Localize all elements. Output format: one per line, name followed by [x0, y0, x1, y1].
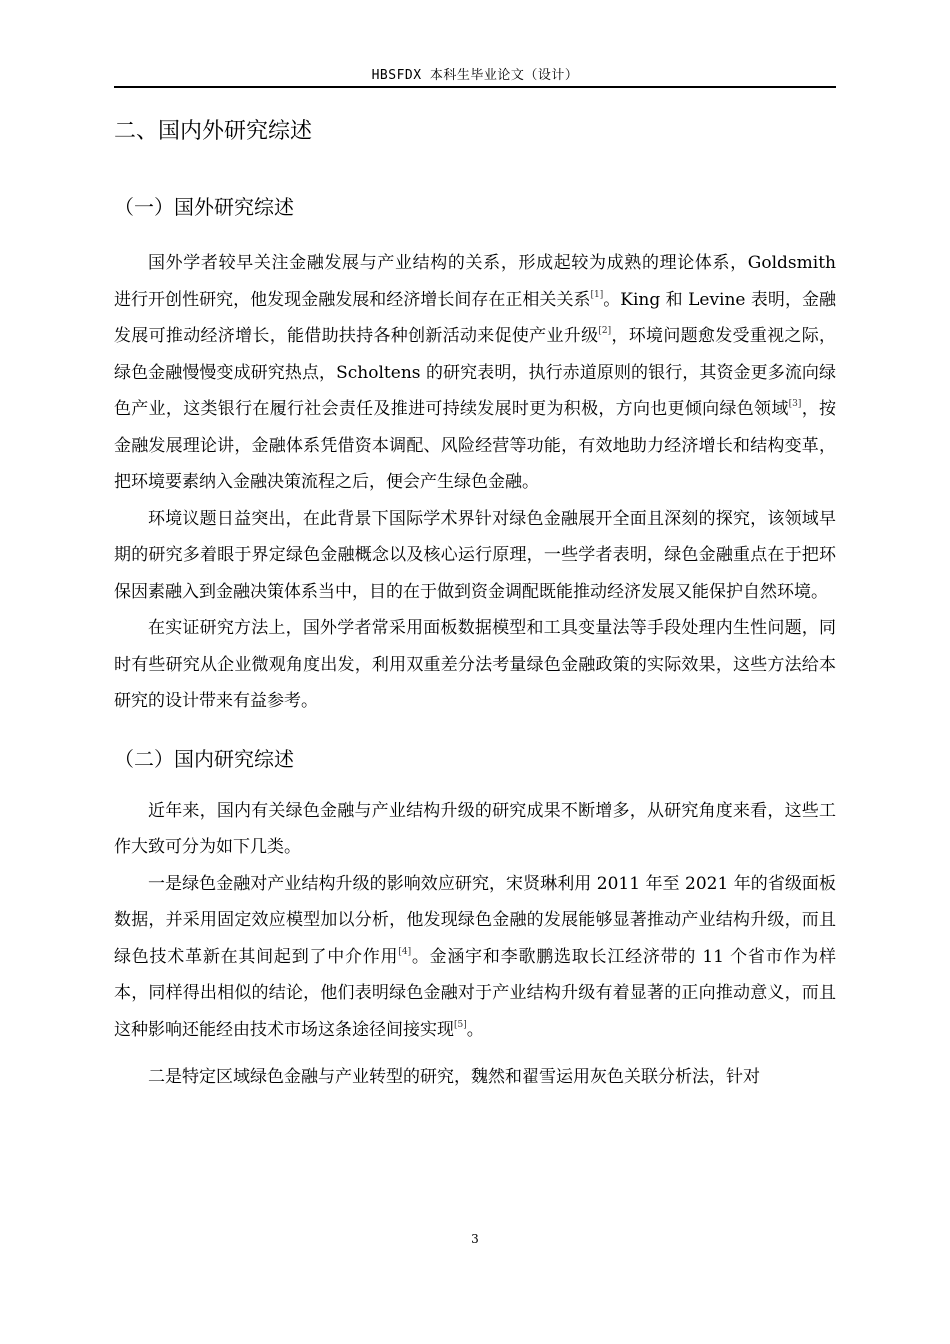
page-number: 3: [471, 1232, 479, 1246]
citation-marker: [4]: [398, 946, 412, 957]
body-paragraph: [114, 245, 836, 501]
citation-marker: [3]: [788, 399, 802, 409]
body-area: [114, 110, 836, 1096]
body-paragraph: [114, 1059, 836, 1096]
body-paragraph: [114, 793, 836, 866]
domestic-review-paragraphs: [114, 793, 836, 1096]
paragraph-text: ，按金融发展理论讲，金融体系凭借资本调配、风险经营等功能，有效地助力经济增长和结构变革，把环境要素纳入金融决策流程之后，便会产生绿色金融。: [114, 399, 837, 492]
paragraph-text: 近年来，国内有关绿色金融与产业结构升级的研究成果不断增多，从研究角度来看，这些工作大致可分为如下几类。: [114, 800, 836, 857]
paragraph-text: 国外学者较早关注金融发展与产业结构的关系，形成起较为成熟的理论体系，Goldsmith 进行开创性研究，他发现金融发展和经济增长间存在正相关关系: [114, 253, 836, 310]
running-header: HBSFDX 本科生毕业论文（设计）: [371, 68, 579, 83]
subsection-title-domestic: （二）国内研究综述: [114, 746, 294, 771]
body-paragraph: [114, 610, 836, 720]
citation-marker: [1]: [590, 289, 604, 300]
paragraph-text: 。King 和 Levine 表明，金融发展可推动经济增长，能借助扶持各种创新活动来促使产业升级: [114, 289, 836, 346]
foreign-review-paragraphs: [114, 245, 836, 720]
subsection-title-foreign: （一）国外研究综述: [114, 195, 294, 219]
paragraph-text: 。: [466, 1019, 484, 1040]
paragraph-text: 二是特定区域绿色金融与产业转型的研究，魏然和翟雪运用灰色关联分析法，针对: [148, 1067, 760, 1087]
paragraph-text: 环境议题日益突出，在此背景下国际学术界针对绿色金融展开全面且深刻的探究，该领域早期的研究多着眼于界定绿色金融概念以及核心运行原理，一些学者表明，绿色金融重点在于把环保因素融入到金融决策体系当中，目的在于做到资金调配既能推动经济发展又能保护自然环境。: [114, 508, 836, 602]
body-paragraph: [114, 866, 836, 1049]
section-title: 二、国内外研究综述: [114, 119, 313, 144]
paragraph-text: ，环境问题愈发受重视之际，绿色金融慢慢变成研究热点，Scholtens 的研究表明，执行赤道原则的银行，其资金更多流向绿色产业，这类银行在履行社会责任及推进可持续发展时更为积极，方向也更倾向绿色领域: [114, 326, 837, 419]
body-paragraph: [114, 501, 836, 611]
paragraph-text: 。金涵宇和李歌鹏选取长江经济带的 11 个省市作为样本，同样得出相似的结论，他们表明绿色金融对于产业结构升级有着显著的正向推动意义，而且这种影响还能经由技术市场这条途径间接实现: [114, 946, 836, 1040]
citation-marker: [2]: [598, 326, 612, 336]
citation-marker: [5]: [454, 1019, 467, 1030]
header-rule: [114, 86, 836, 88]
paragraph-text: 在实证研究方法上，国外学者常采用面板数据模型和工具变量法等手段处理内生性问题，同时有些研究从企业微观角度出发，利用双重差分法考量绿色金融政策的实际效果，这些方法给本研究的设计带来有益参考。: [114, 618, 836, 711]
paragraph-text: 一是绿色金融对产业结构升级的影响效应研究，宋贤琳利用 2011 年至 2021 年的省级面板数据，并采用固定效应模型加以分析，他发现绿色金融的发展能够显著推动产业结构升级，而且绿色技术革新在其间起到了中介作用: [114, 873, 836, 967]
